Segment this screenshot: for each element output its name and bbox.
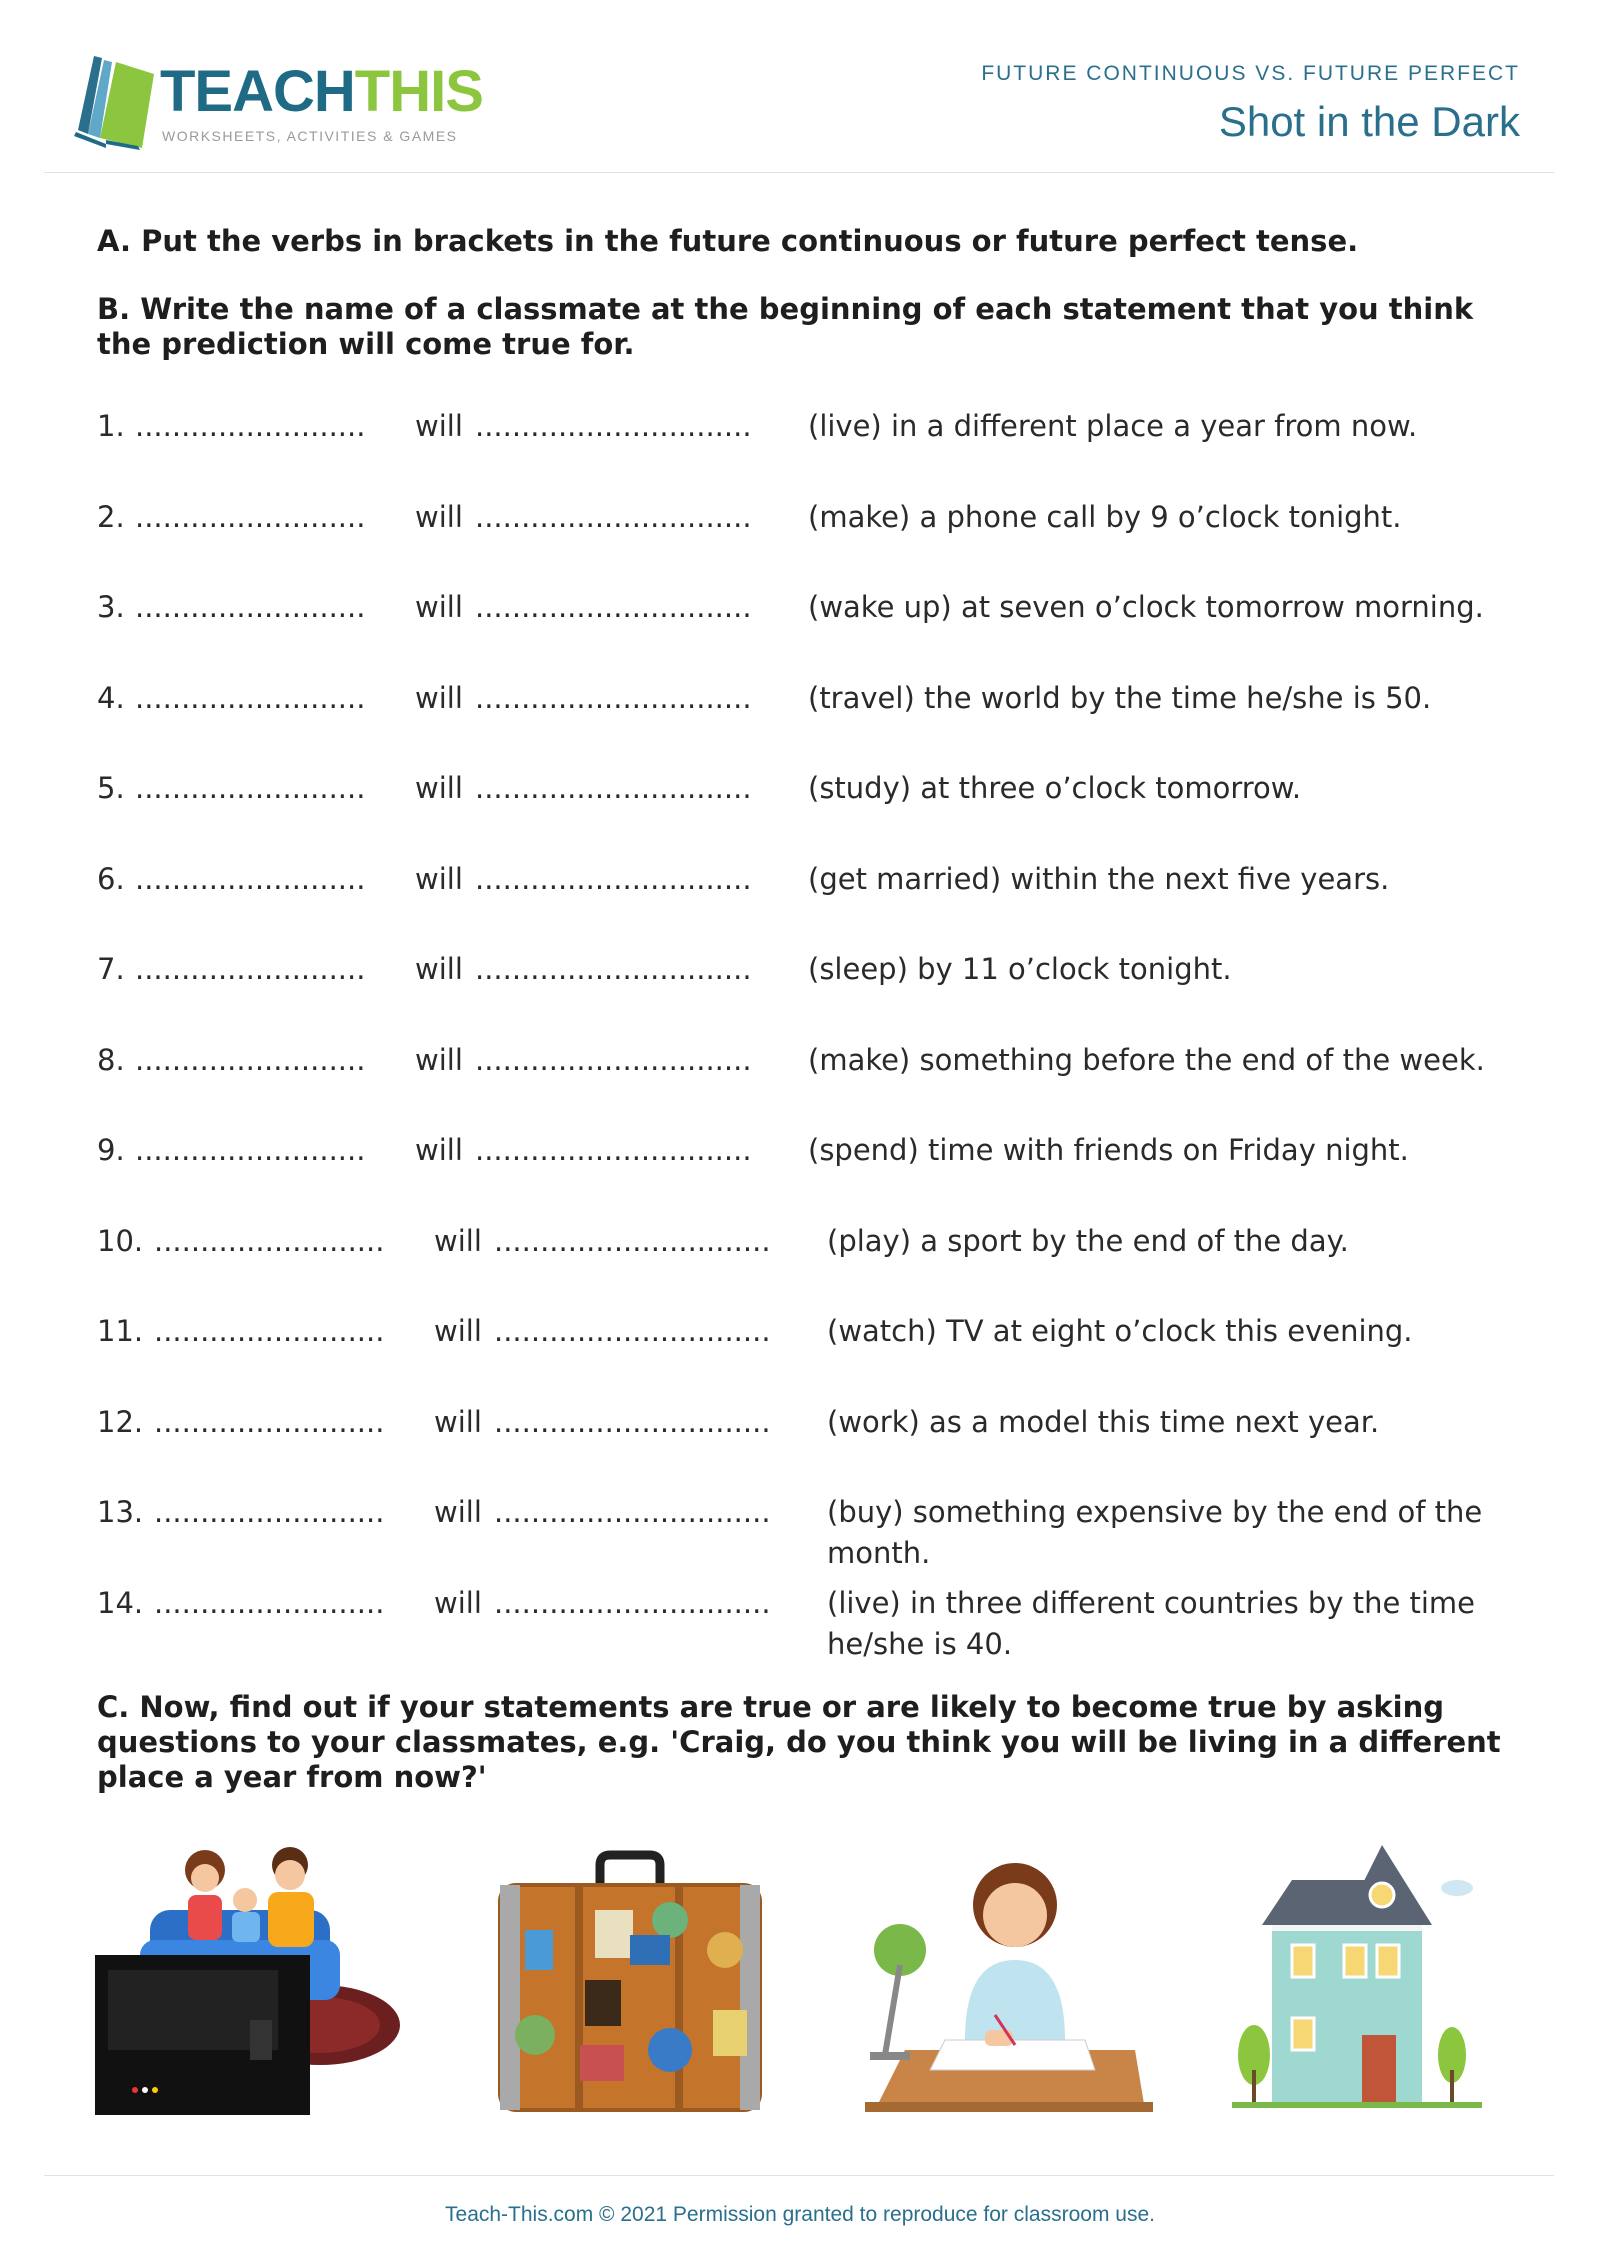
verb-blank[interactable]: .............................. [475,680,752,715]
statement-text: (work) as a model this time next year. [827,1404,1380,1439]
copyright-footer: Teach-This.com © 2021 Permission granted to reproduce for classroom use. [445,2203,1155,2226]
classmate-name-blank[interactable]: ......................... [135,409,366,443]
statement-text: (make) a phone call by 9 o’clock tonight. [808,499,1402,534]
verb-blank[interactable]: .............................. [475,771,752,805]
verb-blank[interactable]: .............................. [494,1314,771,1348]
statement-text: (live) in three different countries by the time he/she is 40. [827,1585,1476,1661]
classmate-name-blank[interactable]: ......................... [135,771,366,805]
suitcase-illustration [495,1840,765,2120]
statement-text: (spend) time with friends on Friday night. [808,1133,1409,1167]
will-word: will [434,1404,482,1439]
item-number: 3. [97,590,125,624]
verb-blank[interactable]: .............................. [475,590,752,624]
item-number: 10. [97,1223,144,1258]
item-number: 9. [97,1133,125,1167]
will-word: will [415,499,463,534]
item-number: 6. [97,861,125,896]
verb-blank[interactable]: .............................. [475,1133,752,1167]
classmate-name-blank[interactable]: ......................... [154,1314,385,1348]
will-word: will [415,409,463,443]
prediction-item [97,1221,1517,1312]
logo-this: THIS [354,59,483,124]
prediction-item [97,406,1517,497]
item-number: 13. [97,1495,144,1529]
prediction-item [97,1583,1517,1674]
item-number: 7. [97,952,125,986]
logo-wordmark [160,58,483,125]
student-writing-illustration [845,1840,1155,2120]
will-word: will [434,1223,482,1258]
item-number: 5. [97,771,125,805]
statement-text: (buy) something expensive by the end of the month. [827,1495,1483,1570]
prediction-item [97,949,1517,1040]
prediction-item [97,859,1517,950]
verb-blank[interactable]: .............................. [494,1223,771,1258]
item-number: 8. [97,1042,125,1077]
verb-blank[interactable]: .............................. [475,409,752,443]
logo-tagline: WORKSHEETS, ACTIVITIES & GAMES [162,128,458,144]
item-number: 14. [97,1585,144,1620]
header-divider [44,172,1554,173]
item-number: 11. [97,1314,144,1348]
verb-blank[interactable]: .............................. [494,1404,771,1439]
classmate-name-blank[interactable]: ......................... [135,499,366,534]
will-word: will [434,1495,482,1529]
prediction-item [97,1492,1517,1583]
prediction-item [97,678,1517,769]
instruction-c: C. Now, find out if your statements are true or are likely to become true by asking questions to your classmates, e.g. 'Craig, do you think you will be living in a different place a year from now?' [97,1690,1501,1794]
classmate-name-blank[interactable]: ......................... [135,1133,366,1167]
classmate-name-blank[interactable]: ......................... [135,952,366,986]
will-word: will [415,861,463,896]
will-word: will [415,680,463,715]
item-number: 2. [97,499,125,534]
footer-divider [44,2175,1554,2176]
statement-text: (travel) the world by the time he/she is 50. [808,680,1432,715]
will-word: will [415,1133,463,1167]
teach-this-logo [72,52,492,152]
item-number: 1. [97,409,125,443]
classmate-name-blank[interactable]: ......................... [154,1495,385,1529]
verb-blank[interactable]: .............................. [475,1042,752,1077]
classmate-name-blank[interactable]: ......................... [154,1223,385,1258]
item-number: 4. [97,680,125,715]
prediction-item [97,587,1517,678]
book-logo-icon [72,52,156,150]
statement-text: (watch) TV at eight o’clock this evening. [827,1314,1413,1348]
classmate-name-blank[interactable]: ......................... [135,680,366,715]
statement-text: (make) something before the end of the week. [808,1042,1485,1077]
prediction-item [97,1402,1517,1493]
logo-teach: TEACH [160,59,355,124]
statement-text: (live) in a different place a year from now. [808,409,1418,443]
statement-text: (wake up) at seven o’clock tomorrow morning. [808,590,1484,624]
statement-text: (play) a sport by the end of the day. [827,1223,1349,1258]
will-word: will [415,590,463,624]
classmate-name-blank[interactable]: ......................... [135,590,366,624]
page-header [0,0,1600,172]
will-word: will [415,1042,463,1077]
verb-blank[interactable]: .............................. [494,1495,771,1529]
statement-text: (sleep) by 11 o’clock tonight. [808,952,1232,986]
prediction-list [97,406,1517,1673]
will-word: will [434,1585,482,1620]
statement-text: (study) at three o’clock tomorrow. [808,771,1302,805]
house-illustration [1232,1840,1482,2120]
verb-blank[interactable]: .............................. [475,499,752,534]
prediction-item [97,497,1517,588]
classmate-name-blank[interactable]: ......................... [135,1042,366,1077]
statement-text: (get married) within the next five years. [808,861,1390,896]
classmate-name-blank[interactable]: ......................... [135,861,366,896]
worksheet-topic: FUTURE CONTINUOUS VS. FUTURE PERFECT [981,62,1520,85]
verb-blank[interactable]: .............................. [475,861,752,896]
will-word: will [415,771,463,805]
classmate-name-blank[interactable]: ......................... [154,1404,385,1439]
verb-blank[interactable]: .............................. [475,952,752,986]
item-number: 12. [97,1404,144,1439]
prediction-item [97,1311,1517,1402]
prediction-item [97,768,1517,859]
classmate-name-blank[interactable]: ......................... [154,1585,385,1620]
worksheet-title: Shot in the Dark [1218,98,1520,145]
family-watching-tv-illustration [90,1840,410,2120]
prediction-item [97,1040,1517,1131]
instruction-a: A. Put the verbs in brackets in the future continuous or future perfect tense. [97,224,1359,258]
verb-blank[interactable]: .............................. [494,1585,771,1620]
will-word: will [415,952,463,986]
instruction-b: B. Write the name of a classmate at the beginning of each statement that you think the prediction will come true for. [97,292,1474,361]
will-word: will [434,1314,482,1348]
prediction-item [97,1130,1517,1221]
